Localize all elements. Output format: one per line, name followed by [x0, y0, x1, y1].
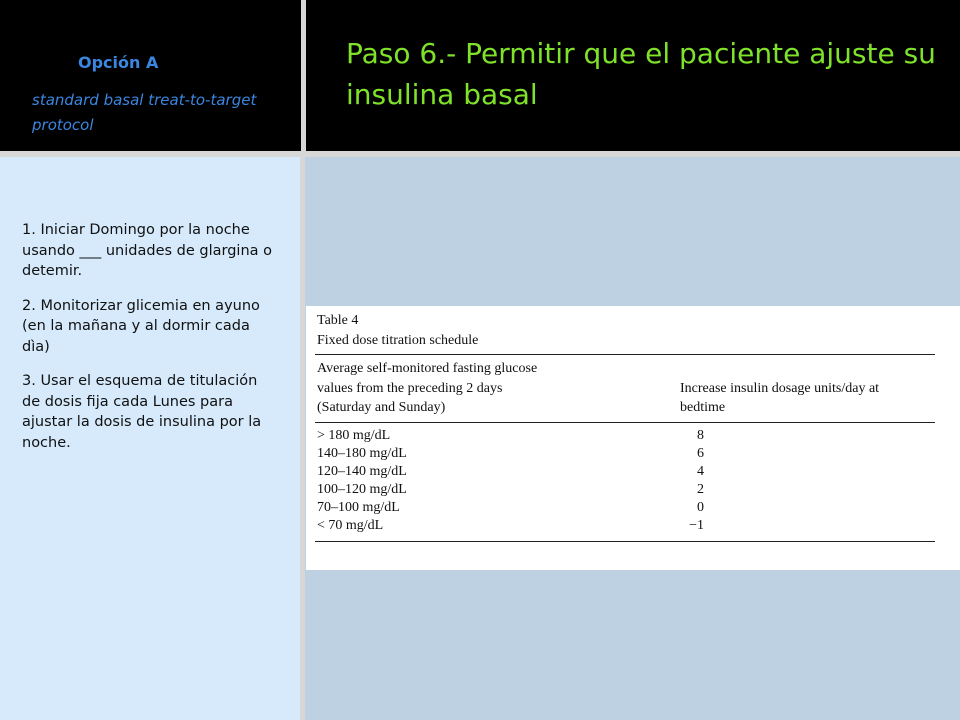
col1-header-line2: values from the preceding 2 days: [317, 381, 503, 396]
slide-title: Paso 6.- Permitir que el paciente ajuste su insulina basal: [346, 37, 936, 111]
col1-header-line3: (Saturday and Sunday): [317, 400, 446, 415]
header-rule: [315, 422, 935, 423]
step-1: 1. Iniciar Domingo por la noche usando ___ unidades de glargina o detemir.: [22, 222, 272, 279]
option-label: Opción A: [78, 53, 159, 72]
bottom-rule: [315, 541, 935, 542]
col2-header-line2: bedtime: [680, 400, 726, 415]
row-increase: 6: [697, 446, 704, 461]
titration-table: [306, 306, 960, 570]
col1-header-line1: Average self-monitored fasting glucose: [317, 361, 538, 376]
steps-list: [22, 220, 280, 467]
row-range: 120–140 mg/dL: [317, 464, 407, 479]
step-2: 2. Monitorizar glicemia en ayuno (en la mañana y al dormir cada dìa): [22, 297, 260, 355]
row-increase: 8: [697, 428, 704, 443]
steps-panel: [0, 157, 300, 720]
row-range: 140–180 mg/dL: [317, 446, 407, 461]
row-range: 70–100 mg/dL: [317, 500, 400, 515]
row-increase: 0: [697, 500, 704, 515]
table-caption: Fixed dose titration schedule: [317, 333, 479, 348]
row-range: 100–120 mg/dL: [317, 482, 407, 497]
col2-header-line1: Increase insulin dosage units/day at: [680, 381, 880, 396]
row-range: > 180 mg/dL: [317, 428, 391, 443]
row-range: < 70 mg/dL: [317, 518, 384, 533]
row-increase: 2: [697, 482, 704, 497]
title-header: [306, 0, 960, 151]
protocol-name: standard basal treat-to-target protocol: [32, 91, 257, 134]
row-increase: 4: [697, 464, 704, 479]
top-rule: [315, 354, 935, 355]
row-increase: −1: [689, 518, 704, 533]
table-label: Table 4: [317, 313, 359, 328]
step-3: 3. Usar el esquema de titulación de dosis fija cada Lunes para ajustar la dosis de insulina por la noche.: [22, 373, 262, 451]
option-header: [0, 0, 301, 151]
